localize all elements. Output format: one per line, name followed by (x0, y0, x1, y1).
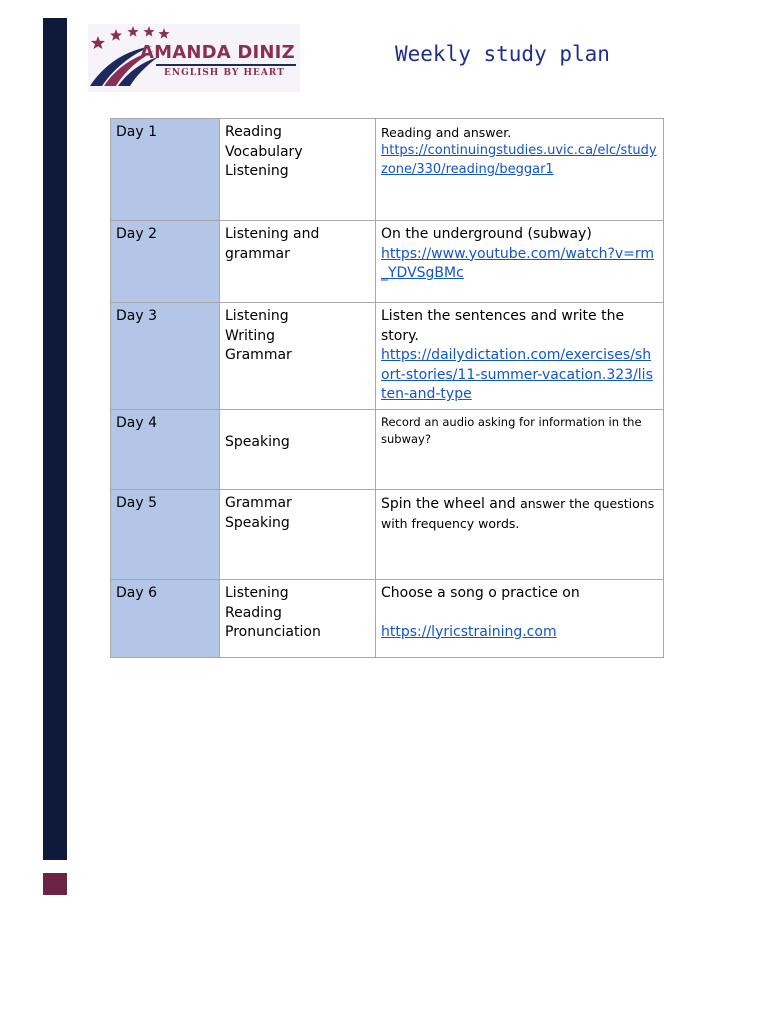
skill-item: Speaking (225, 434, 290, 450)
skill-item: Grammar (225, 347, 292, 363)
activity-text-part: Spin the wheel and (381, 496, 521, 512)
activity-text (381, 494, 658, 533)
logo-tagline: ENGLISH BY HEART (164, 68, 285, 78)
resource-link[interactable]: https://lyricstraining.com (381, 623, 557, 640)
day-label: Day 6 (116, 585, 158, 601)
day-label: Day 4 (116, 415, 158, 431)
skill-item: Grammar (225, 495, 292, 511)
skill-item: Listening (225, 163, 289, 179)
resource-link[interactable]: https://dailydictation.com/exercises/short-stories/11-summer-vacation.323/listen-and-type (381, 347, 653, 402)
day-label: Day 2 (116, 226, 158, 242)
activity-text: Reading and answer. (381, 125, 512, 140)
table-row (111, 490, 664, 580)
skill-item: Speaking (225, 514, 290, 531)
sidebar-square-accent (43, 873, 67, 895)
skill-item: Reading (225, 604, 282, 621)
logo-name: AMANDA DINIZ (140, 42, 295, 63)
study-plan-table (110, 118, 664, 658)
page-title: Weekly study plan (395, 42, 610, 66)
activity-text: Listen the sentences and write the story. (381, 308, 625, 344)
left-sidebar-bar (43, 18, 67, 860)
day-label: Day 3 (116, 308, 158, 324)
skill-item: Reading (225, 124, 282, 140)
table-row (111, 221, 664, 303)
table-row (111, 119, 664, 221)
skill-item: Pronunciation (225, 624, 321, 640)
skill-item: Listening (225, 308, 289, 324)
brand-logo (88, 24, 300, 92)
skill-item: Listening and grammar (225, 226, 320, 262)
activity-text: Record an audio asking for information in the subway? (381, 415, 642, 446)
day-label: Day 1 (116, 124, 158, 140)
activity-text: Choose a song o practice on (381, 585, 580, 601)
day-label: Day 5 (116, 495, 158, 511)
activity-text: On the underground (subway) (381, 226, 592, 242)
skill-item: Writing (225, 327, 275, 344)
activity-text-part: answer the questions with frequency words. (381, 496, 655, 531)
resource-link[interactable]: https://continuingstudies.uvic.ca/elc/studyzone/330/reading/beggar1 (381, 143, 657, 177)
table-row (111, 580, 664, 658)
resource-link[interactable]: https://www.youtube.com/watch?v=rm_YDVSgBMc (381, 245, 655, 281)
skill-item: Listening (225, 585, 289, 601)
table-row (111, 303, 664, 410)
table-row (111, 410, 664, 490)
skill-item: Vocabulary (225, 143, 303, 160)
